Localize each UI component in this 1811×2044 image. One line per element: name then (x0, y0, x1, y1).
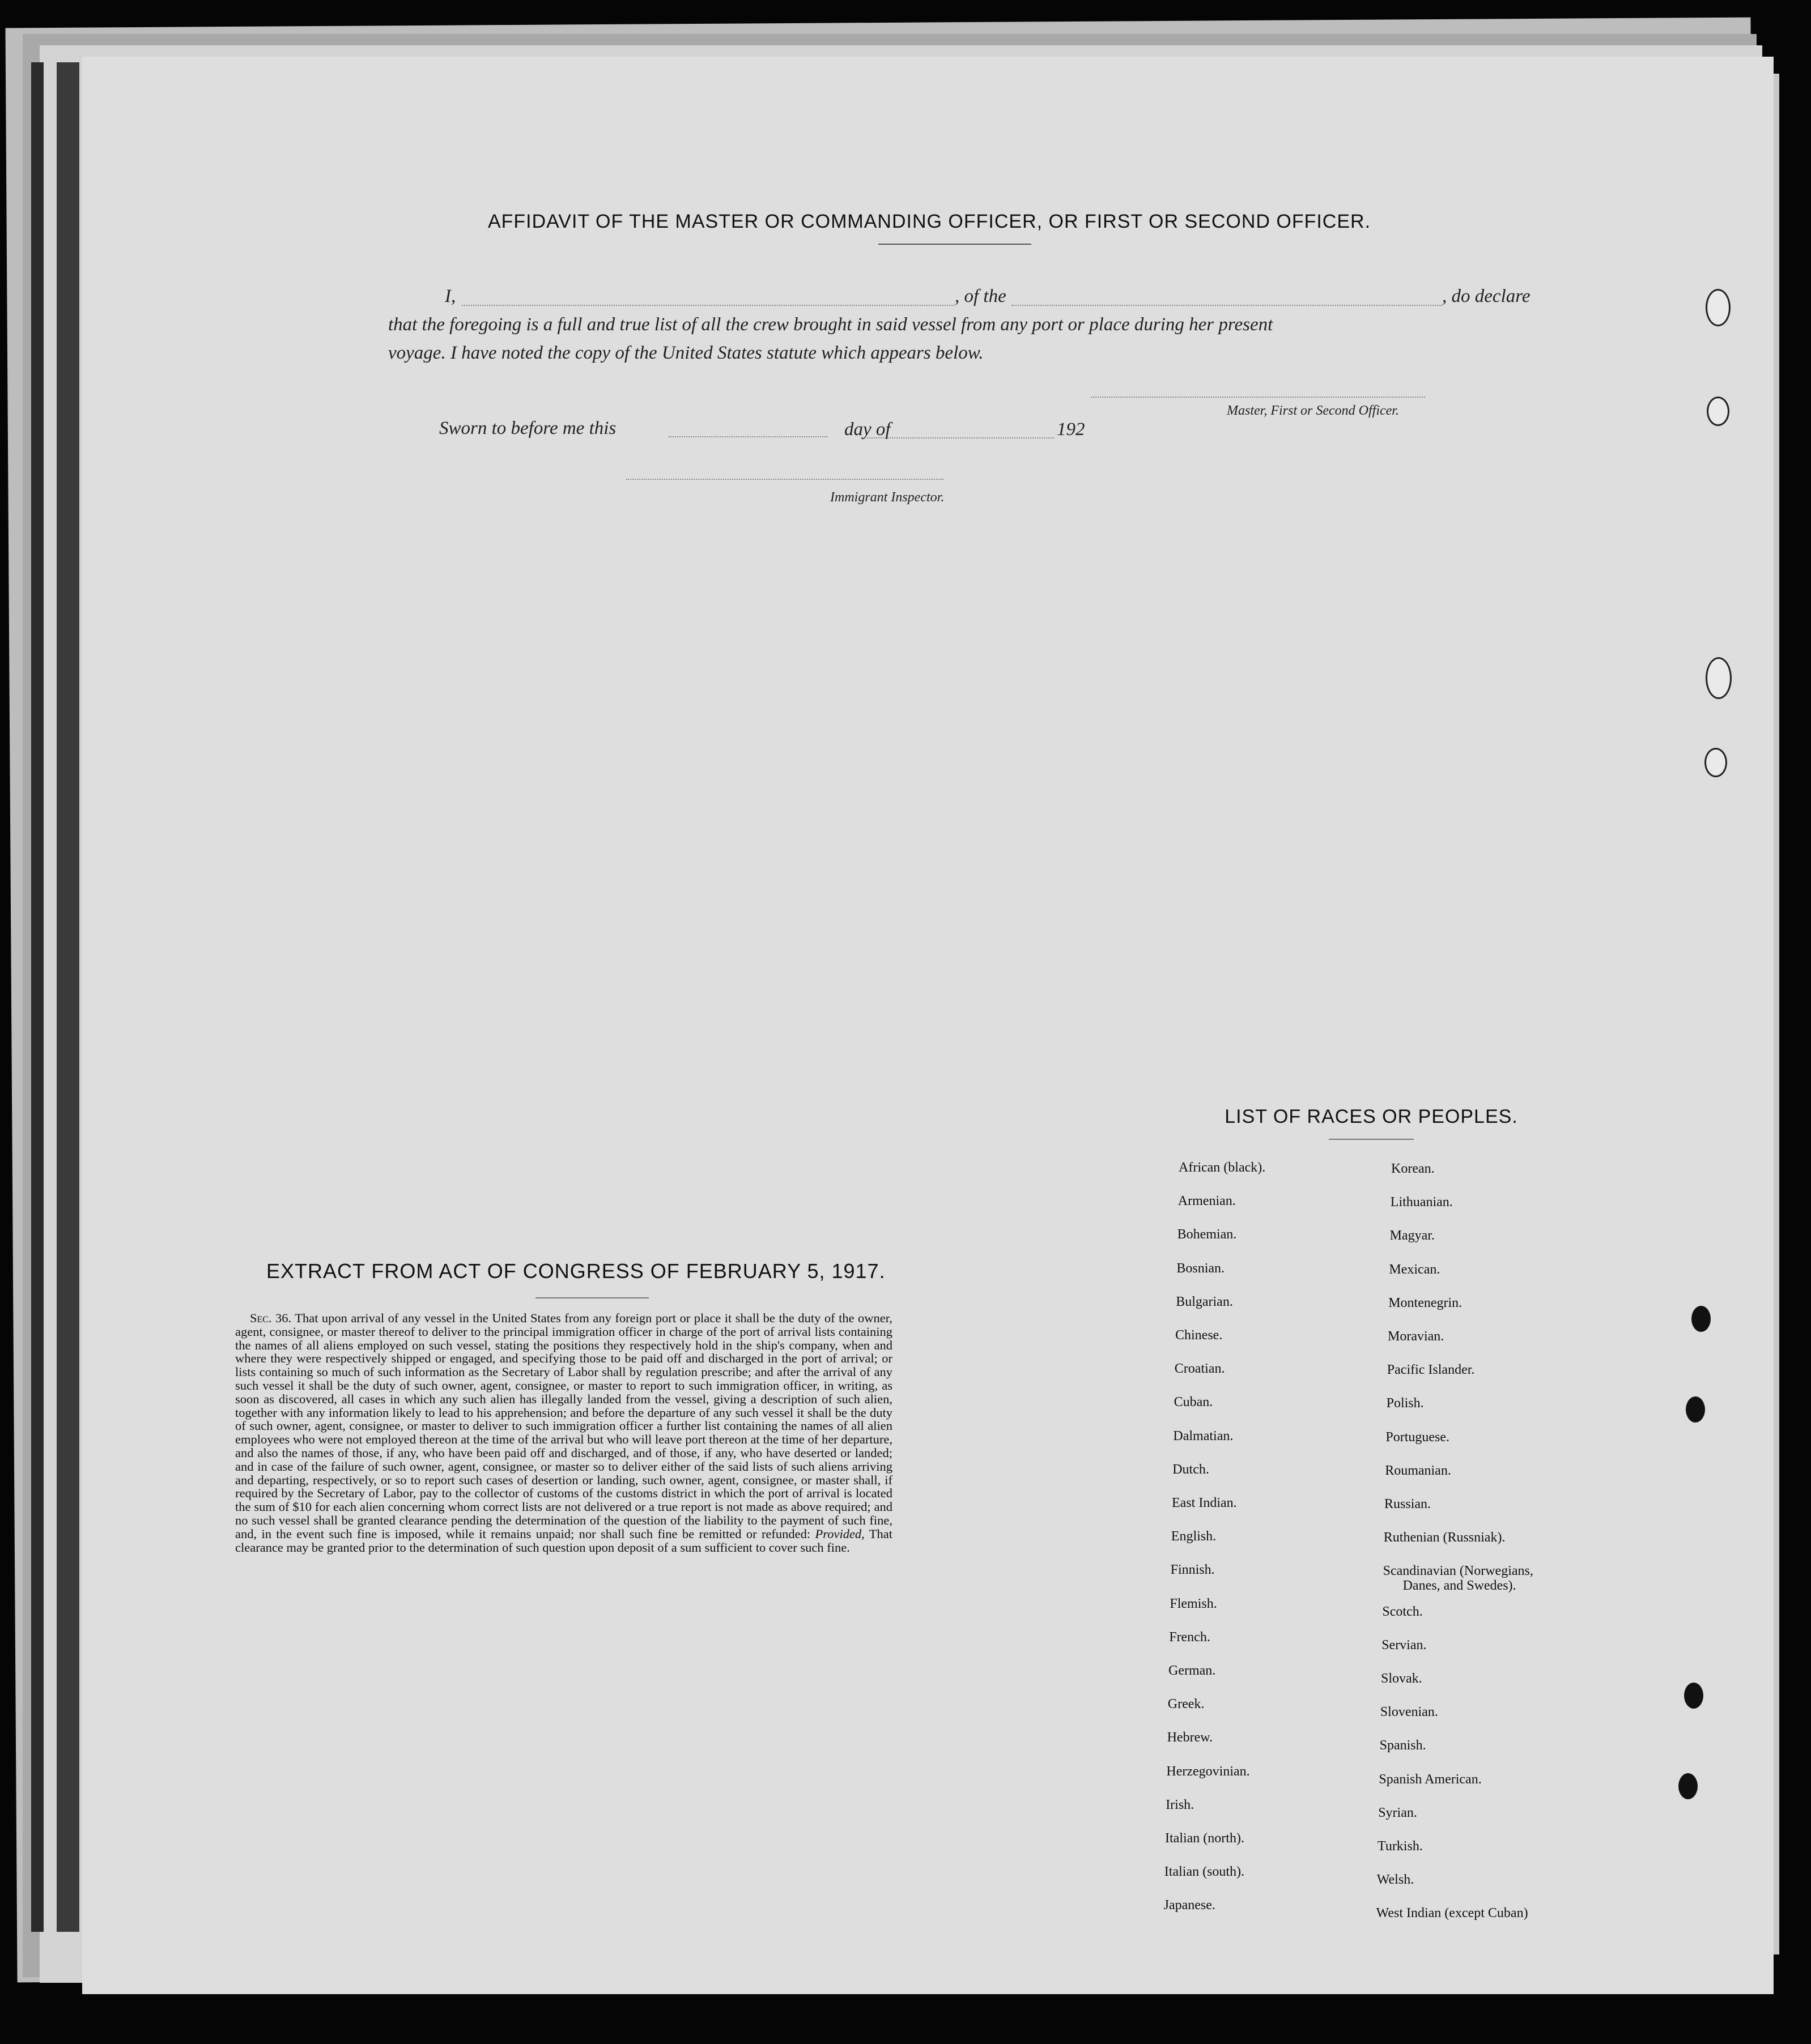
race-item: Lithuanian. (1390, 1195, 1453, 1210)
race-item: French. (1169, 1629, 1210, 1645)
race-item: Polish. (1386, 1396, 1424, 1411)
punch-hole (1704, 748, 1727, 777)
race-item: Dalmatian. (1173, 1428, 1234, 1443)
title-rule (878, 244, 1031, 245)
binding-shadow-inner (57, 62, 79, 1932)
race-item: Armenian. (1177, 1194, 1236, 1209)
section-body-b: That clearance may be granted prior to the determination of such question upon deposit of a sum sufficient to cover such fine. (235, 1526, 893, 1555)
document-page (82, 57, 1774, 1994)
race-item: German. (1168, 1663, 1216, 1678)
name-blank[interactable] (462, 305, 955, 306)
race-item: Italian (south). (1164, 1864, 1245, 1880)
vessel-blank[interactable] (1011, 305, 1442, 306)
race-item: Servian. (1381, 1637, 1427, 1653)
race-item: Danes, and Swedes). (1402, 1578, 1516, 1594)
race-item: East Indian. (1172, 1496, 1237, 1510)
section-body-a: That upon arrival of any vessel in the United States from any foreign port or place it shall be the duty of the owner, agent, consignee, or master thereof to deliver to the principal immigration officer in charge of the port of arrival lists containing the names of all aliens employed on such vessel, stating the positions they respectively hold in the ship's company, when and where they were respectively shipped or engaged, and specifying those to be paid off and discharged in the port of arrival; or lists containing so much of such information as the Secretary of Labor shall by regulation prescribe; and after the arrival of any such vessel it shall be the duty of such owner, agent, consignee, or master to report to such immigration officer, in writing, as soon as discovered, all cases in which any such alien has illegally landed from the vessel, giving a description of such alien, together with any information likely to lead to his apprehension; and before the departure of any such vessel it shall be the duty of such owner, agent, consignee, or master to deliver to such immigration officer a further list containing the names of all alien employees who were not employed thereon at the time of the arrival but who will leave port thereon at the time of her departure, and also the names of those, if any, who have been paid off and discharged, and of those, if any, who have deserted or landed; and in case of the failure of such owner, agent, consignee, or master so to deliver either of the said lists of such aliens arriving and departing, respectively, or so to report such cases of desertion or landing, such owner, agent, consignee, or master shall, if required by the Secretary of Labor, pay to the collector of customs of the customs district in which the port of arrival is located the sum of $10 for each alien concerning whom correct lists are not delivered or a true report is not made as above required; and no such vessel shall be granted clearance pending the determination of the question of the liability to the payment of such fine, and, in the event such fine is imposed, while it remains unpaid; nor shall such fine be remitted or refunded: (235, 1311, 893, 1541)
race-item: Magyar. (1389, 1228, 1435, 1244)
race-item: Slovenian. (1380, 1705, 1438, 1720)
affidavit-title: AFFIDAVIT OF THE MASTER OR COMMANDING OFFICER, OR FIRST OR SECOND OFFICER. (487, 211, 1371, 232)
affidavit-i-label: I, (445, 286, 456, 306)
race-item: Bosnian. (1176, 1261, 1225, 1276)
race-item: Ruthenian (Russniak). (1383, 1530, 1506, 1545)
race-item: Montenegrin. (1388, 1295, 1463, 1310)
race-item: Moravian. (1388, 1329, 1444, 1344)
race-item: Spanish American. (1379, 1772, 1482, 1787)
race-item: Croatian. (1174, 1361, 1225, 1377)
race-item: Greek. (1167, 1697, 1205, 1712)
race-item: Russian. (1384, 1497, 1431, 1511)
race-item: Turkish. (1378, 1839, 1423, 1854)
race-item: Flemish. (1170, 1596, 1217, 1611)
section-label: Sec. 36. (249, 1311, 292, 1325)
race-item: Finnish. (1170, 1562, 1215, 1578)
affidavit-declare-label: , do declare (1442, 286, 1531, 306)
race-item: Pacific Islander. (1387, 1362, 1475, 1378)
race-item: Mexican. (1389, 1262, 1440, 1277)
race-item: Herzegovinian. (1166, 1764, 1250, 1779)
punch-hole (1706, 657, 1732, 699)
race-item: Portuguese. (1385, 1429, 1450, 1445)
race-item: Syrian. (1378, 1805, 1417, 1820)
race-item: African (black). (1179, 1160, 1266, 1175)
day-of-label: day of (844, 419, 891, 440)
master-signature-blank[interactable] (1091, 397, 1425, 398)
race-item: Scotch. (1382, 1604, 1423, 1619)
day-blank[interactable] (669, 436, 827, 437)
extract-rule (535, 1297, 649, 1298)
race-item: West Indian (except Cuban) (1376, 1906, 1528, 1921)
race-item: Chinese. (1175, 1328, 1223, 1343)
race-item: Irish. (1166, 1797, 1194, 1812)
race-item: Spanish. (1379, 1738, 1426, 1753)
inspector-signature-blank[interactable] (626, 479, 943, 480)
extract-title: EXTRACT FROM ACT OF CONGRESS OF FEBRUARY 5, 1917. (266, 1259, 886, 1283)
section-36-text (235, 1311, 892, 1554)
race-item: Hebrew. (1167, 1730, 1213, 1745)
race-item: Roumanian. (1385, 1463, 1451, 1478)
month-blank[interactable] (867, 437, 1054, 438)
affidavit-line-2: that the foregoing is a full and true list of all the crew brought in said vessel from any port or place during her present (388, 314, 1273, 335)
race-item: Cuban. (1174, 1395, 1213, 1410)
race-item: Scandinavian (Norwegians, (1383, 1564, 1533, 1579)
race-item: Slovak. (1381, 1671, 1422, 1686)
affidavit-of-the-label: , of the (955, 286, 1006, 306)
race-item: Japanese. (1163, 1898, 1215, 1913)
binding-shadow (31, 62, 44, 1932)
punch-hole (1684, 1683, 1703, 1709)
race-item: Welsh. (1376, 1872, 1414, 1888)
master-label: Master, First or Second Officer. (1227, 403, 1399, 418)
provided-label: Provided, (815, 1526, 865, 1541)
race-item: Bohemian. (1177, 1227, 1237, 1242)
race-item: Bulgarian. (1176, 1294, 1233, 1309)
inspector-label: Immigrant Inspector. (830, 490, 945, 505)
punch-hole (1686, 1396, 1705, 1423)
punch-hole (1691, 1306, 1711, 1332)
year-label: 192 (1057, 419, 1085, 440)
punch-hole (1678, 1773, 1698, 1799)
race-item: Italian (north). (1165, 1831, 1244, 1846)
punch-hole (1706, 289, 1731, 326)
race-item: Korean. (1391, 1161, 1435, 1176)
affidavit-line-3: voyage. I have noted the copy of the United States statute which appears below. (388, 343, 984, 363)
punch-hole (1707, 397, 1729, 426)
races-rule (1329, 1139, 1414, 1140)
race-item: English. (1171, 1529, 1217, 1544)
sworn-label: Sworn to before me this (439, 418, 617, 438)
races-title: LIST OF RACES OR PEOPLES. (1225, 1106, 1518, 1127)
race-item: Dutch. (1172, 1462, 1209, 1477)
